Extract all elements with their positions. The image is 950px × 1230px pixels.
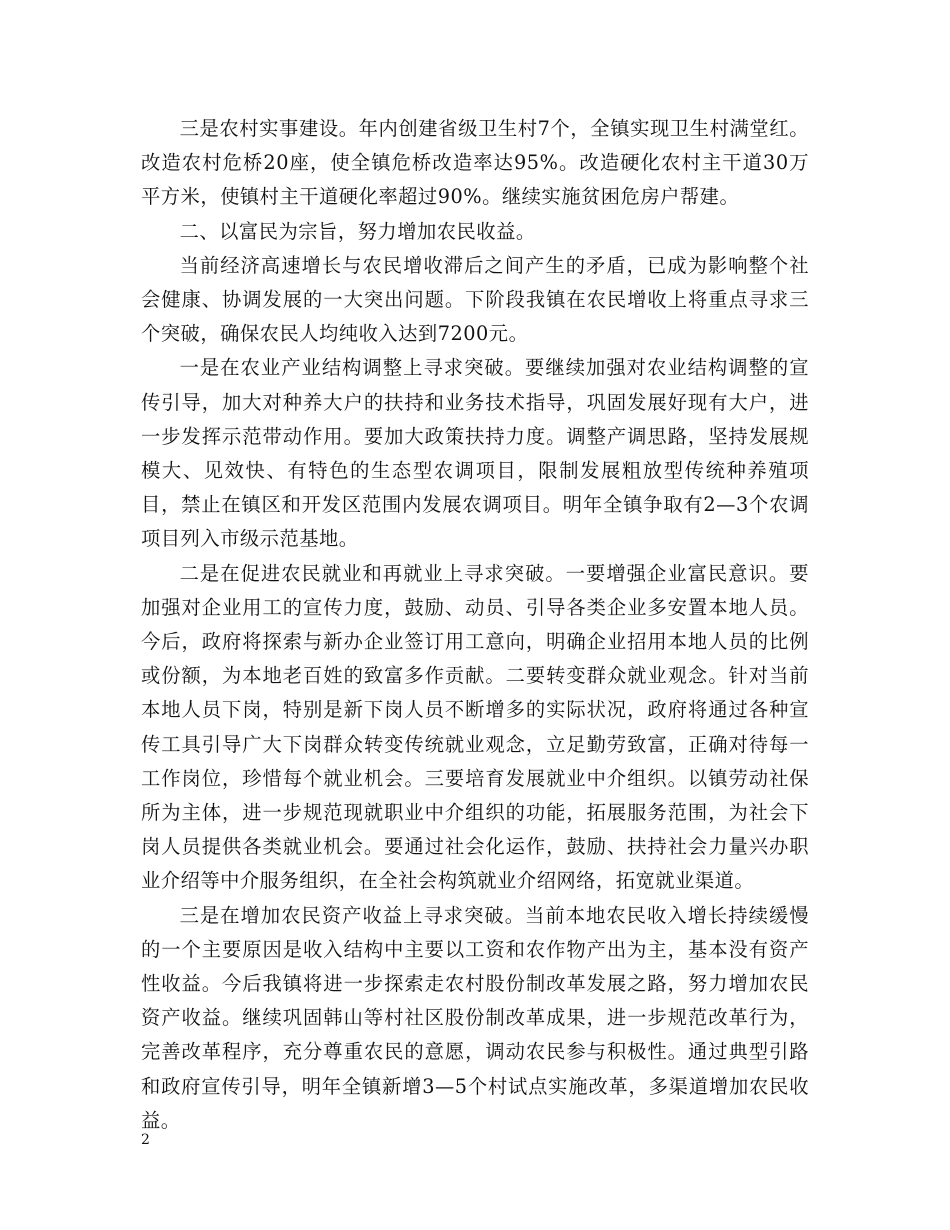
paragraph-income-contradiction: 当前经济高速增长与农民增收滞后之间产生的矛盾，已成为影响整个社会健康、协调发展的一大突出问题。下阶段我镇在农民增收上将重点寻求三个突破，确保农民人均纯收入达到7200元。 (141, 253, 809, 346)
paragraph-employment: 二是在促进农民就业和再就业上寻求突破。一要增强企业富民意识。要加强对企业用工的宣传力度，鼓励、动员、引导各类企业多安置本地人员。今后，政府将探索与新办企业签订用工意向，明确企业招用本地人员的比例或份额，为本地老百姓的致富多作贡献。二要转变群众就业观念。针对当前本地人员下岗，特别是新下岗人员不断增多的实际状况，政府将通过各种宣传工具引导广大下岗群众转变传统就业观念，立足勤劳致富，正确对待每一工作岗位，珍惜每个就业机会。三要培育发展就业中介组织。以镇劳动社保所为主体，进一步规范现就职业中介组织的功能，拓展服务范围，为社会下岗人员提供各类就业机会。要通过社会化运作，鼓励、扶持社会力量兴办职业介绍等中介服务组织，在全社会构筑就业介绍网络，拓宽就业渠道。 (141, 561, 809, 893)
paragraph-asset-income: 三是在增加农民资产收益上寻求突破。当前本地农民收入增长持续缓慢的一个主要原因是收入结构中主要以工资和农作物产出为主，基本没有资产性收益。今后我镇将进一步探索走农村股份制改革发展之路，努力增加农民资产收益。继续巩固韩山等村社区股份制改革成果，进一步规范改革行为，完善改革程序，充分尊重农民的意愿，调动农民参与积极性。通过典型引路和政府宣传引导，明年全镇新增3—5个村试点实施改革，多渠道增加农民收益。 (141, 903, 809, 1132)
page-number: 2 (141, 1132, 150, 1148)
document-body (141, 112, 809, 1138)
paragraph-rural-construction: 三是农村实事建设。年内创建省级卫生村7个，全镇实现卫生村满堂红。改造农村危桥20座，使全镇危桥改造率达95%。改造硬化农村主干道30万平方米，使镇村主干道硬化率超过90%。继续实施贫困危房户帮建。 (141, 117, 809, 209)
paragraph-agricultural-restructuring: 一是在农业产业结构调整上寻求突破。要继续加强对农业结构调整的宣传引导，加大对种养大户的扶持和业务技术指导，巩固发展好现有大户，进一步发挥示范带动作用。要加大政策扶持力度。调整产调思路，坚持发展规模大、见效快、有特色的生态型农调项目，限制发展粗放型传统种养殖项目，禁止在镇区和开发区范围内发展农调项目。明年全镇争取有2—3个农调项目列入市级示范基地。 (141, 356, 809, 551)
section-heading-enrich-farmers: 二、以富民为宗旨，努力增加农民收益。 (179, 219, 536, 243)
